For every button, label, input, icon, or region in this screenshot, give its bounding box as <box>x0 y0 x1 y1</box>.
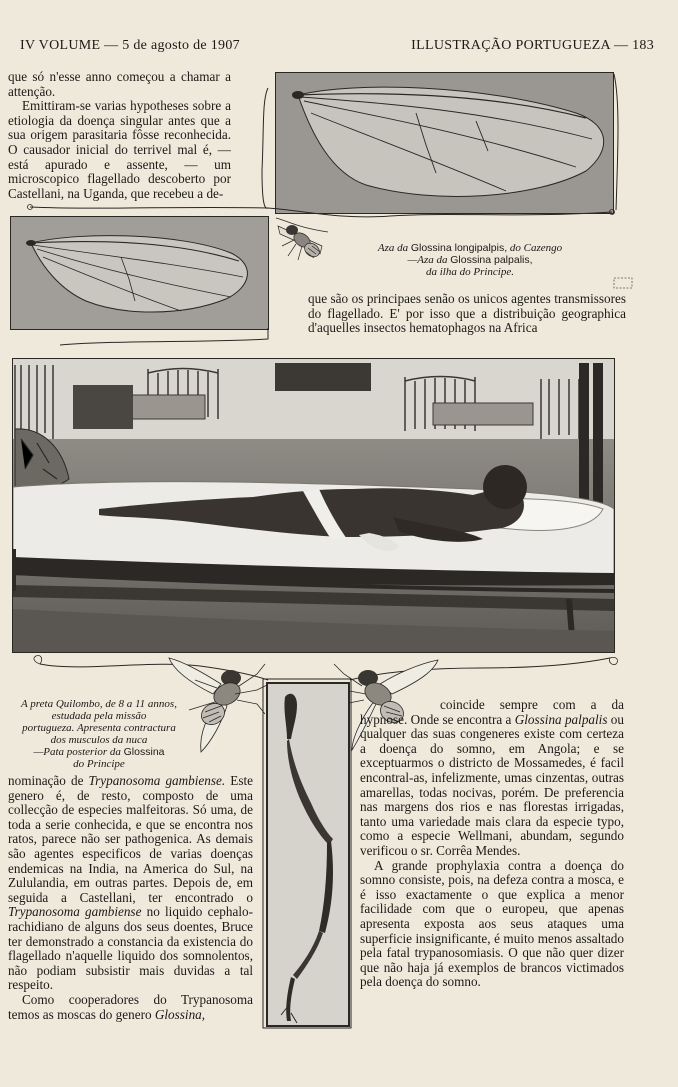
caption-species: Glossina longipalpis, <box>410 242 508 254</box>
photo-caption-line: dos musculos da nuca <box>50 734 148 746</box>
text-run: Como cooperadores do Trypanosoma temos as moscas do genero <box>8 991 253 1022</box>
mid-paragraph: que são os principaes senão os unicos agentes transmissores do flagellado. E' por isso que a distribuição geographica d'aquelles insectos hematophagos na Africa <box>308 291 626 336</box>
text-run: ou qualquer das suas congeneres existe com certeza a doença do somno, em Angola; e se exceptuarmos o districto de Mossamedes, é facil encontral-as, infelizmente, umas cinzentas, outras amarellas, todas nocivas, porém. De preferencia nas margens dos rios e nas florestas irrigadas, tanto uma variedade mais clara da especie typo, como a especie Wellmani, abundam, segundo verificou o sr. Corrêa Mendes. <box>360 711 624 858</box>
text-run-italic: Glossina palpalis <box>514 711 608 727</box>
left-column-text <box>8 774 253 1022</box>
caption-species: Glossina palpalis, <box>450 254 533 266</box>
photo-caption <box>4 698 194 770</box>
text-run: nominação de <box>8 773 89 788</box>
left-paragraph <box>8 774 253 993</box>
right-paragraph <box>360 698 624 859</box>
right-paragraph: A grande prophylaxia contra a doença do somno consiste, pois, na defeza contra a mosca, e é isso exactamente o que explica a menor facilidade com que o europeu, que apenas apresenta exposta aos seus ataques uma superficie insignificante, é muito menos assaltado pela fatal trypanosomiasis. O que não quer dizer que não haja já exemplos de brancos victimados pela doença do somno. <box>360 857 624 990</box>
photo-caption-line: estudada pela missão <box>51 710 147 722</box>
mid-text <box>308 292 626 336</box>
main-photo-sick-child <box>12 358 615 653</box>
right-column-text <box>360 698 624 990</box>
photo-caption-line: portugueza. Apresenta contractura <box>22 722 176 734</box>
text-run: coincide sempre com a da hypnose. Onde se encontra a <box>360 697 624 727</box>
text-run: no liquido cephalo-rachidiano de alguns dos seus doentes, Bruce ter demonstrado a constancia da existencia do flagellado n'aquelle liquido dos somnolentos, não podiam subsistir mais duvidas a tal respeito. <box>8 904 253 993</box>
text-run-italic: Trypanosoma gambiense <box>8 904 142 920</box>
leg-photo-border <box>262 678 352 1029</box>
text-run-italic: Trypanosoma gambiense. <box>88 773 226 788</box>
photo-caption-line: do Principe <box>73 758 125 770</box>
text-run: Este genero é, de resto, composto de uma collecção de especies malfeitoras. Só uma, de toda a serie conhecida, e que se encontra nos ratos, parece não ser pathogenica. As demais são agentes especificos de varias doenças endemicas na India, na America do Sul, na Zululandia, em outras partes. Depois de, em seguida a Castellani, ter encontrado o <box>8 773 253 905</box>
caption-text: do Cazengo <box>507 242 563 254</box>
caption-text: —Aza da <box>407 254 451 266</box>
left-paragraph <box>8 993 253 1022</box>
caption-text: —Pata posterior da <box>33 746 124 758</box>
caption-species: Glossina <box>123 746 165 758</box>
text-run-italic: Glossina, <box>154 1006 206 1022</box>
caption-text: Aza da <box>377 242 411 254</box>
intro-paragraph: que só n'esse anno começou a chamar a attenção. <box>8 69 231 99</box>
photo-caption-line: A preta Quilombo, de 8 a 11 annos, <box>21 698 177 710</box>
header-volume-date: IV VOLUME — 5 de agosto de 1907 <box>20 38 240 53</box>
photo-caption-line <box>4 746 194 758</box>
header-magazine-title: ILLUSTRAÇÃO PORTUGUEZA — 183 <box>411 38 654 53</box>
wing-caption-line: da ilha do Principe. <box>426 266 514 278</box>
intro-paragraph: Emittiram-se varias hypotheses sobre a etiologia da doença singular antes que a sua origem parasitaria fôsse reconhecida. O causador inicial do terrivel mal é, — está apurado e assente, — um microscopico flagellado descoberto por Castellani, na Uganda, que recebeu a de- <box>8 98 231 201</box>
